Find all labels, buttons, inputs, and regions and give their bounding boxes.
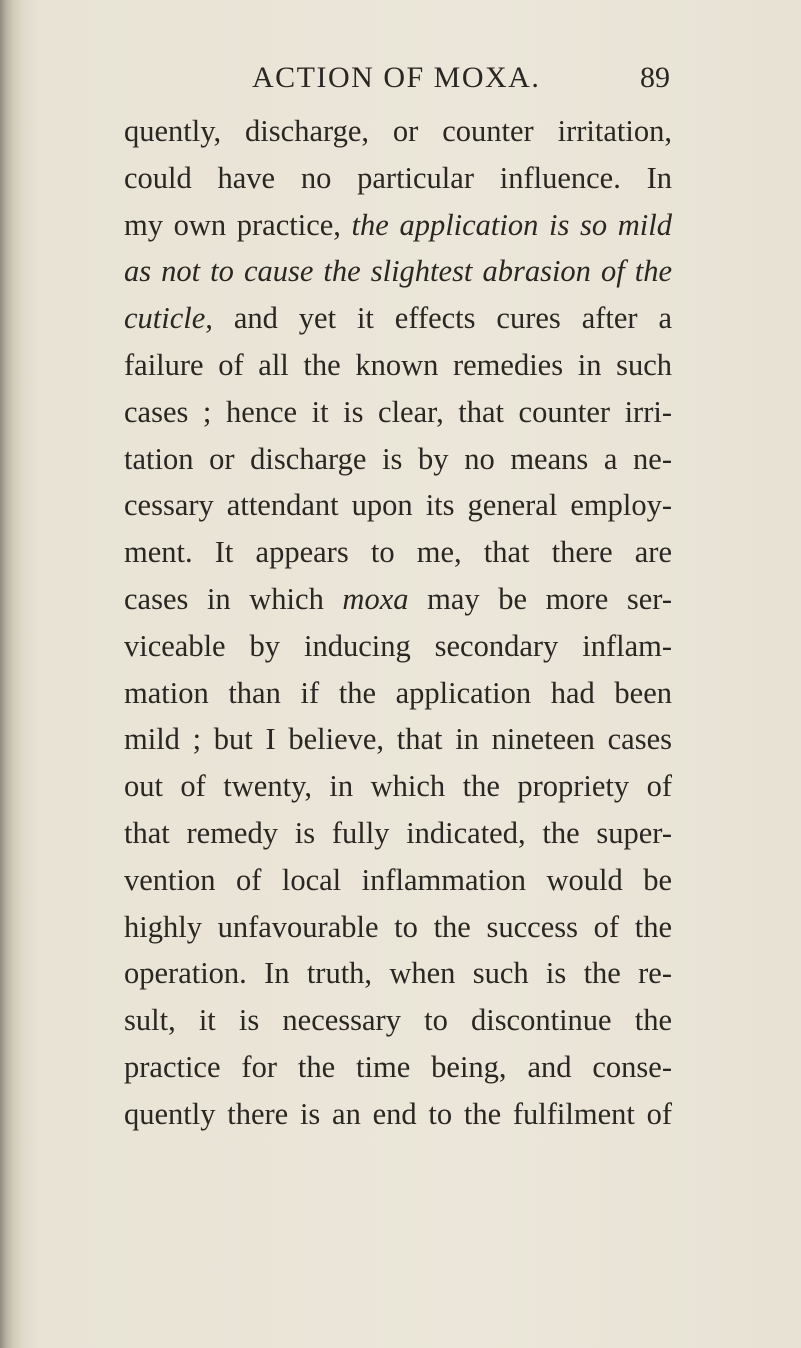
running-head-title: ACTION OF MOXA. — [252, 61, 541, 94]
page-binding-shadow — [0, 0, 22, 1348]
text-line — [124, 763, 672, 810]
text-line — [124, 857, 672, 904]
text-line — [124, 295, 672, 342]
text-line — [124, 1091, 672, 1138]
text-line — [124, 202, 672, 249]
text-segment: viceable by inducing secondary inflam- — [124, 628, 672, 663]
text-segment: practice for the time being, and conse- — [124, 1049, 672, 1084]
text-segment: cases in which — [124, 581, 343, 616]
text-line — [124, 716, 672, 763]
text-line — [124, 670, 672, 717]
text-line — [124, 108, 672, 155]
text-line — [124, 155, 672, 202]
text-segment: my own practice, — [124, 207, 352, 242]
text-segment: that remedy is fully indicated, the super- — [124, 815, 672, 850]
text-line — [124, 436, 672, 483]
text-line — [124, 1044, 672, 1091]
text-segment: ment. It appears to me, that there are — [124, 535, 672, 570]
text-segment: cases ; hence it is clear, that counter irri- — [124, 394, 672, 429]
text-line — [124, 342, 672, 389]
text-line — [124, 389, 672, 436]
text-segment: failure of all the known remedies in such — [124, 347, 672, 382]
text-line — [124, 997, 672, 1044]
italic-text: cuticle, — [124, 301, 213, 336]
text-segment: vention of local inflammation would be — [124, 862, 672, 897]
running-head — [0, 58, 801, 98]
page-number: 89 — [640, 61, 670, 94]
text-segment: tation or discharge is by no means a ne- — [124, 441, 672, 476]
text-line — [124, 529, 672, 576]
text-segment: operation. In truth, when such is the re- — [124, 956, 672, 991]
text-line — [124, 950, 672, 997]
text-line — [124, 482, 672, 529]
text-segment: cessary attendant upon its general employ- — [124, 488, 672, 523]
text-segment: mild ; but I believe, that in nineteen cases — [124, 722, 672, 757]
italic-text: the application is so mild — [351, 207, 672, 242]
text-segment: quently, discharge, or counter irritation, — [124, 114, 672, 148]
text-segment: highly unfavourable to the success of the — [124, 909, 672, 944]
italic-text: as not to cause the slightest abrasion of the — [124, 254, 672, 289]
text-segment: could have no particular influence. In — [124, 160, 672, 195]
text-segment: mation than if the application had been — [124, 675, 672, 710]
text-segment: quently there is an end to the fulfilment of — [124, 1096, 672, 1131]
text-segment: may be more ser- — [408, 581, 672, 616]
text-line — [124, 904, 672, 951]
text-segment: out of twenty, in which the propriety of — [124, 769, 672, 804]
italic-text: moxa — [342, 581, 409, 616]
text-line — [124, 810, 672, 857]
text-line — [124, 248, 672, 295]
text-segment: sult, it is necessary to discontinue the — [124, 1003, 672, 1038]
body-text — [124, 108, 672, 1138]
text-line — [124, 623, 672, 670]
text-line — [124, 576, 672, 623]
text-segment: and yet it effects cures after a — [212, 301, 672, 336]
